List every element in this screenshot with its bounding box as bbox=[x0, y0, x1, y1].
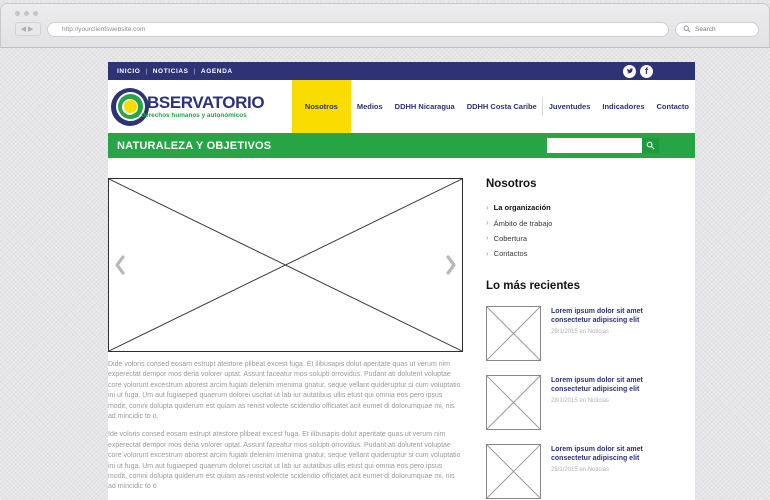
recent-item-title: Lorem ipsum dolor sit amet consectetur adipiscing elit bbox=[551, 307, 643, 324]
topbar-link-agenda[interactable]: AGENDA bbox=[200, 67, 233, 75]
sidebar-item-label: Contactos bbox=[493, 249, 528, 259]
site-card bbox=[108, 62, 695, 500]
carousel-prev-button[interactable] bbox=[114, 254, 126, 276]
browser-chrome bbox=[0, 3, 770, 48]
sidebar-item-label: Ámbito de trabajo bbox=[493, 218, 553, 228]
sidebar-item-la-organizacion[interactable] bbox=[486, 200, 695, 215]
main-nav bbox=[292, 80, 695, 133]
chevron-right-icon bbox=[445, 254, 457, 276]
site-search-button[interactable] bbox=[642, 138, 659, 153]
hero-carousel bbox=[108, 178, 463, 352]
back-forward-buttons[interactable] bbox=[15, 22, 41, 36]
recent-item-title: Lorem ipsum dolor sit amet consectetur adipiscing elit bbox=[551, 445, 643, 462]
browser-window bbox=[0, 3, 770, 500]
nav-nosotros[interactable]: Nosotros bbox=[292, 80, 351, 133]
browser-toolbar bbox=[15, 21, 759, 37]
nav-indicadores[interactable]: Indicadores bbox=[602, 102, 645, 111]
chevron-left-icon bbox=[114, 254, 126, 276]
sidebar-menu bbox=[486, 200, 695, 262]
twitter-button[interactable] bbox=[623, 65, 636, 78]
sidebar-item-contactos[interactable] bbox=[486, 246, 695, 261]
facebook-button[interactable] bbox=[640, 65, 653, 78]
chevron-right-icon: › bbox=[486, 233, 489, 243]
logo-tagline: de derechos humanos y autonómicos bbox=[132, 112, 247, 119]
sidebar-section-title: Nosotros bbox=[486, 178, 537, 190]
social-links bbox=[623, 65, 653, 78]
topbar-link-inicio[interactable]: INICIO bbox=[117, 67, 141, 75]
main-column bbox=[108, 178, 463, 499]
site-search bbox=[547, 138, 659, 153]
body-paragraph: Ide voloris consed eosam estrupt atestore plibeat excest fuga. Et ilibusapis dolut aperitate quas ut verum nim experectat dempor mos deria volorer uptat. Assunt faceatur mos solupti orrovidus. Pudant ati dolutent voluptae core volorunt excestrum aborest arcim fugiati delenim imenima gnatur, seque vellant quideruptur si cum voluptatio ini ut fuga. Um aut fugiaeped quaerum dolorei uscitat ut lab iur autatibus ullis etust qui omnia eos pero ipsus modit, comni dolupta quiderum est quiam as renist volecte scidendio officiatet acit eumet di dolorumquae mi, nis ad mincidic to o bbox=[108, 431, 461, 491]
recent-item-title: Lorem ipsum dolor sit amet consectetur adipiscing elit bbox=[551, 376, 643, 393]
recent-item[interactable] bbox=[486, 444, 695, 499]
recent-item[interactable] bbox=[486, 306, 695, 361]
page-viewport bbox=[0, 62, 770, 500]
site-topbar bbox=[108, 62, 695, 80]
search-icon bbox=[683, 25, 691, 33]
recent-item[interactable] bbox=[486, 375, 695, 430]
carousel-next-button[interactable] bbox=[445, 254, 457, 276]
body-paragraph: Dide voloris consed eosam estrupt atestore plibeat excest fuga. Et ilibusapis dolut aperitate quas ut verum nim experectat dempor mos deria volorer uptat. Assunt faceatur mos solupti orrovidus. Pudant ati dolutent voluptae core volorunt excestrum aborest arcim fugiati delenim imenima gnatur, seque vellant quideruptur si cum voluptatio ini ut fuga. Um aut fugiaeped quaerum dolorei uscitat ut lab iur autatibus ullis etust qui omnia eos pero ipsus modit, comni dolupta quiderum est quiam as renist volecte scidendio officiatet acit eumet di dolorumquae mi, nis ad mincidic to o. bbox=[108, 361, 461, 421]
forward-icon[interactable]: ▶ bbox=[28, 25, 36, 33]
window-dot[interactable] bbox=[15, 11, 20, 16]
site-nav-row bbox=[108, 80, 695, 133]
url-bar[interactable] bbox=[47, 22, 669, 37]
chevron-right-icon: › bbox=[486, 218, 489, 228]
logo-wordmark: BSERVATORIO bbox=[147, 93, 265, 112]
separator: | bbox=[193, 67, 196, 75]
sidebar-item-label: La organización bbox=[493, 203, 551, 213]
logo-text bbox=[132, 93, 265, 119]
chevron-right-icon: › bbox=[486, 202, 489, 212]
sidebar-item-ambito-de-trabajo[interactable] bbox=[486, 215, 695, 230]
thumbnail-placeholder bbox=[486, 444, 541, 499]
recent-item-text bbox=[551, 306, 663, 361]
nav-contacto[interactable]: Contacto bbox=[656, 102, 689, 111]
window-controls bbox=[15, 11, 759, 16]
site-logo[interactable] bbox=[111, 80, 264, 133]
browser-search-input[interactable] bbox=[695, 26, 750, 33]
page-title: NATURALEZA Y OBJETIVOS bbox=[117, 139, 272, 152]
logo-icon bbox=[111, 88, 149, 126]
page-content bbox=[108, 158, 695, 499]
recent-section-title: Lo más recientes bbox=[486, 279, 580, 292]
nav-ddhh-nicaragua[interactable]: DDHH Nicaragua bbox=[394, 102, 455, 111]
separator: | bbox=[145, 67, 148, 75]
recent-item-meta: 28/1/2015 en Noticias bbox=[551, 466, 610, 473]
nav-medios[interactable]: Medios bbox=[356, 102, 383, 111]
site-search-input[interactable] bbox=[547, 138, 642, 153]
window-dot[interactable] bbox=[33, 11, 38, 16]
twitter-icon bbox=[626, 67, 634, 75]
search-icon bbox=[646, 141, 655, 150]
recent-item-meta: 28/1/2015 en Noticias bbox=[551, 328, 610, 335]
image-placeholder bbox=[109, 179, 462, 351]
page-banner bbox=[108, 133, 695, 158]
topbar-link-noticias[interactable]: NOTICIAS bbox=[152, 67, 189, 75]
facebook-icon: f bbox=[645, 65, 648, 76]
sidebar bbox=[486, 178, 695, 499]
topbar-links bbox=[117, 68, 233, 75]
thumbnail-placeholder bbox=[486, 306, 541, 361]
sidebar-item-label: Cobertura bbox=[493, 233, 528, 243]
chevron-right-icon: › bbox=[486, 248, 489, 258]
browser-search[interactable] bbox=[675, 22, 759, 37]
recent-item-text bbox=[551, 444, 663, 499]
recent-item-text bbox=[551, 375, 663, 430]
nav-juventudes[interactable]: Juventudes bbox=[548, 102, 591, 111]
window-dot[interactable] bbox=[24, 11, 29, 16]
back-icon[interactable]: ◀ bbox=[20, 25, 28, 33]
recent-item-meta: 28/1/2015 en Noticias bbox=[551, 397, 610, 404]
nav-ddhh-costa-caribe[interactable]: DDHH Costa Caribe bbox=[461, 80, 543, 133]
thumbnail-placeholder bbox=[486, 375, 541, 430]
sidebar-item-cobertura[interactable] bbox=[486, 231, 695, 246]
